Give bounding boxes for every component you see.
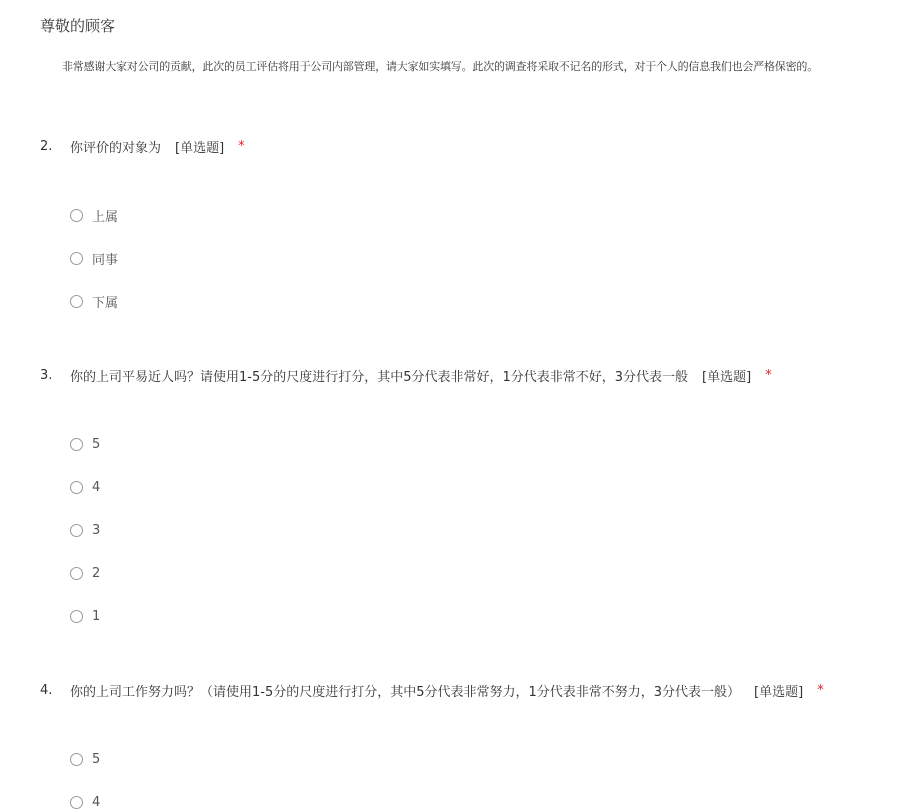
required-mark: *	[238, 139, 245, 154]
option-label: 5	[92, 751, 101, 767]
question-title	[40, 681, 824, 700]
question-number: 4.	[40, 683, 53, 698]
question-title	[40, 137, 245, 156]
question-type-tag: [单选题]	[175, 141, 225, 156]
question-number: 2.	[40, 139, 53, 154]
option-q3-2[interactable]	[70, 564, 100, 582]
required-mark: *	[817, 683, 824, 698]
intro-text: 非常感谢大家对公司的贡献，此次的员工评估将用于公司内部管理，请大家如实填写。此次的调查将采取不记名的形式，对于个人的信息我们也会严格保密的。	[62, 60, 818, 73]
option-q3-3[interactable]	[70, 521, 100, 539]
required-mark: *	[765, 368, 772, 383]
option-q4-5[interactable]	[70, 750, 100, 768]
radio-button[interactable]	[70, 753, 83, 766]
option-q3-5[interactable]	[70, 435, 100, 453]
option-q4-4[interactable]	[70, 793, 100, 811]
question-text: 你的上司平易近人吗？请使用1-5分的尺度进行打分，其中5分代表非常好，1分代表非常不好，3分代表一般	[70, 370, 689, 385]
question-type-tag: [单选题]	[702, 370, 752, 385]
option-label: 下属	[92, 295, 119, 311]
option-q2-3[interactable]	[70, 292, 118, 310]
question-text: 你评价的对象为	[70, 141, 162, 156]
radio-button[interactable]	[70, 209, 83, 222]
radio-button[interactable]	[70, 796, 83, 809]
radio-button[interactable]	[70, 438, 83, 451]
question-text: 你的上司工作努力吗？（请使用1-5分的尺度进行打分，其中5分代表非常努力，1分代表非常不努力，3分代表一般）	[70, 685, 741, 700]
radio-button[interactable]	[70, 567, 83, 580]
option-q3-1[interactable]	[70, 607, 100, 625]
option-label: 上属	[92, 209, 119, 225]
radio-button[interactable]	[70, 252, 83, 265]
radio-button[interactable]	[70, 481, 83, 494]
question-number: 3.	[40, 368, 53, 383]
radio-button[interactable]	[70, 610, 83, 623]
option-label: 1	[92, 608, 101, 624]
option-label: 2	[92, 565, 101, 581]
question-title	[40, 366, 772, 385]
option-label: 同事	[92, 252, 119, 268]
option-label: 5	[92, 436, 101, 452]
greeting-title: 尊敬的顾客	[40, 17, 116, 35]
question-type-tag: [单选题]	[754, 685, 804, 700]
option-label: 3	[92, 522, 101, 538]
radio-button[interactable]	[70, 524, 83, 537]
option-label: 4	[92, 794, 101, 810]
radio-button[interactable]	[70, 295, 83, 308]
option-q2-1[interactable]	[70, 206, 118, 224]
option-q2-2[interactable]	[70, 249, 118, 267]
option-q3-4[interactable]	[70, 478, 100, 496]
option-label: 4	[92, 479, 101, 495]
